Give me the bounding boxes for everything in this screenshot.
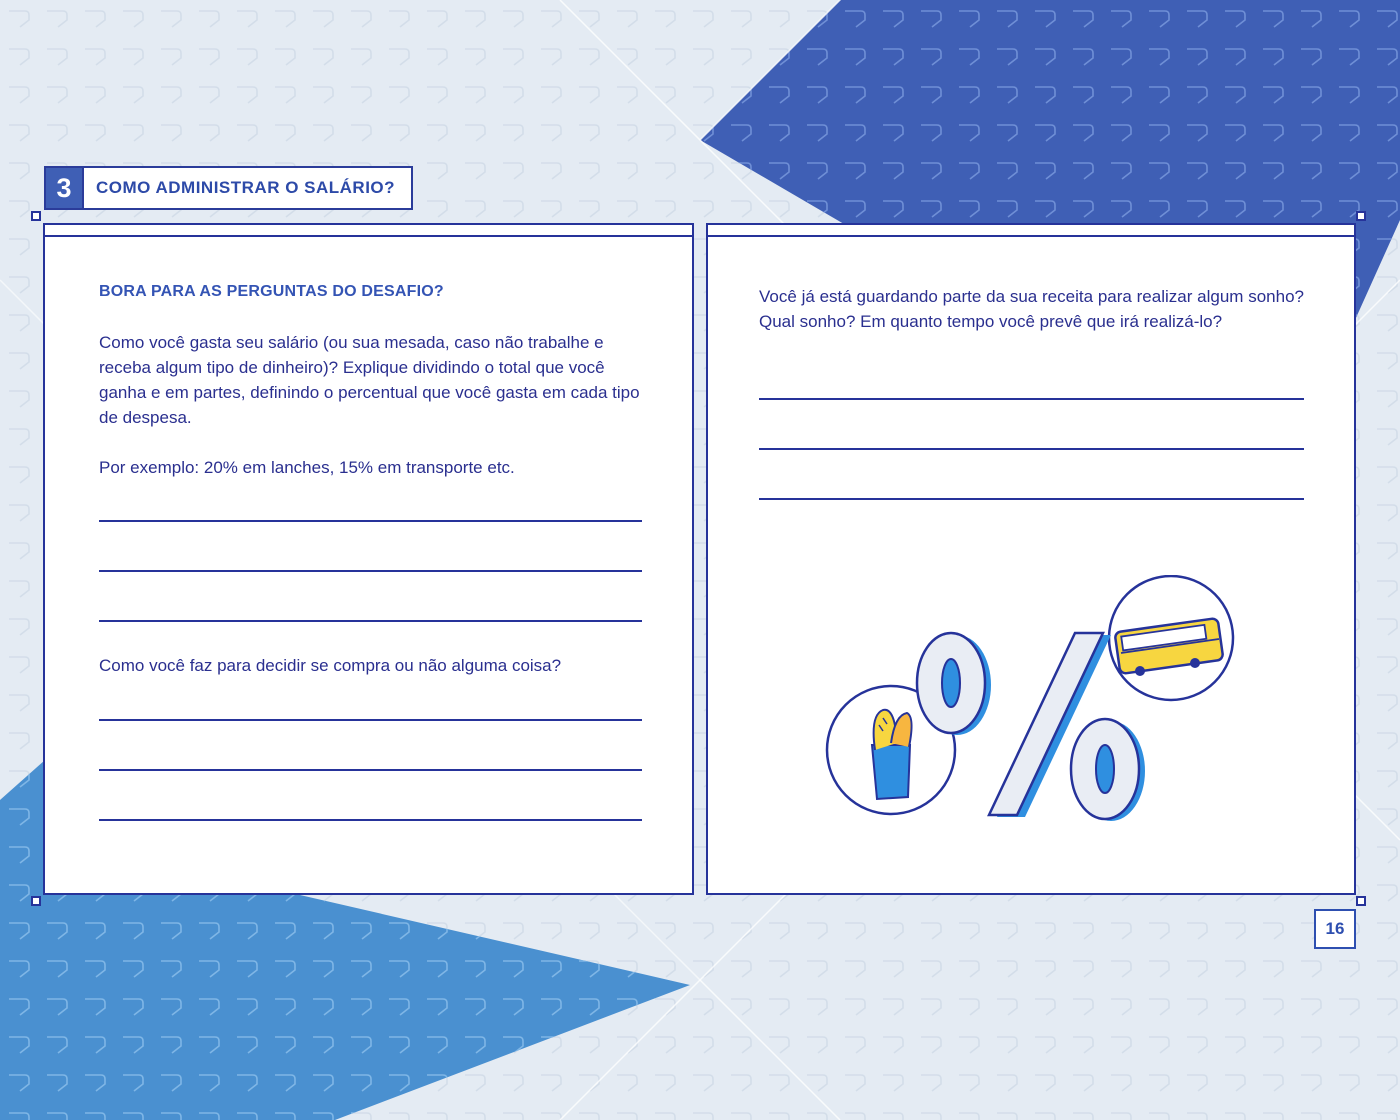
corner-marker (1356, 896, 1366, 906)
answer-line[interactable] (99, 570, 642, 572)
question-1: Como você gasta seu salário (ou sua mesada, caso não trabalhe e receba algum tipo de dinheiro)? Explique dividindo o total que você ganha e em partes, definindo o percentual que você gasta em cada tipo de despesa. (99, 333, 640, 427)
corner-marker (31, 896, 41, 906)
answer-line[interactable] (99, 620, 642, 622)
page-number: 16 (1314, 909, 1356, 949)
left-panel (43, 223, 694, 895)
question-3: Você já está guardando parte da sua receita para realizar algum sonho? Qual sonho? Em quanto tempo você prevê que irá realizá-lo? (759, 287, 1304, 331)
answer-line[interactable] (99, 520, 642, 522)
question-2: Como você faz para decidir se compra ou não alguma coisa? (99, 656, 562, 675)
example-text: Por exemplo: 20% em lanches, 15% em transporte etc. (99, 458, 515, 477)
corner-marker (1356, 211, 1366, 221)
section-title (84, 166, 413, 210)
answer-line[interactable] (759, 448, 1304, 450)
section-number: 3 (44, 166, 84, 210)
section-header (44, 166, 413, 210)
answer-line[interactable] (759, 498, 1304, 500)
challenge-heading: BORA PARA AS PERGUNTAS DO DESAFIO? (99, 283, 444, 300)
answer-line[interactable] (99, 819, 642, 821)
answer-line[interactable] (99, 769, 642, 771)
answer-line[interactable] (759, 398, 1304, 400)
bus-icon (1109, 576, 1233, 700)
answer-line[interactable] (99, 719, 642, 721)
section-title-text: COMO ADMINISTRAR O SALÁRIO? (96, 178, 396, 197)
percent-sign (917, 633, 1145, 821)
percent-illustration (815, 575, 1245, 835)
corner-marker (31, 211, 41, 221)
